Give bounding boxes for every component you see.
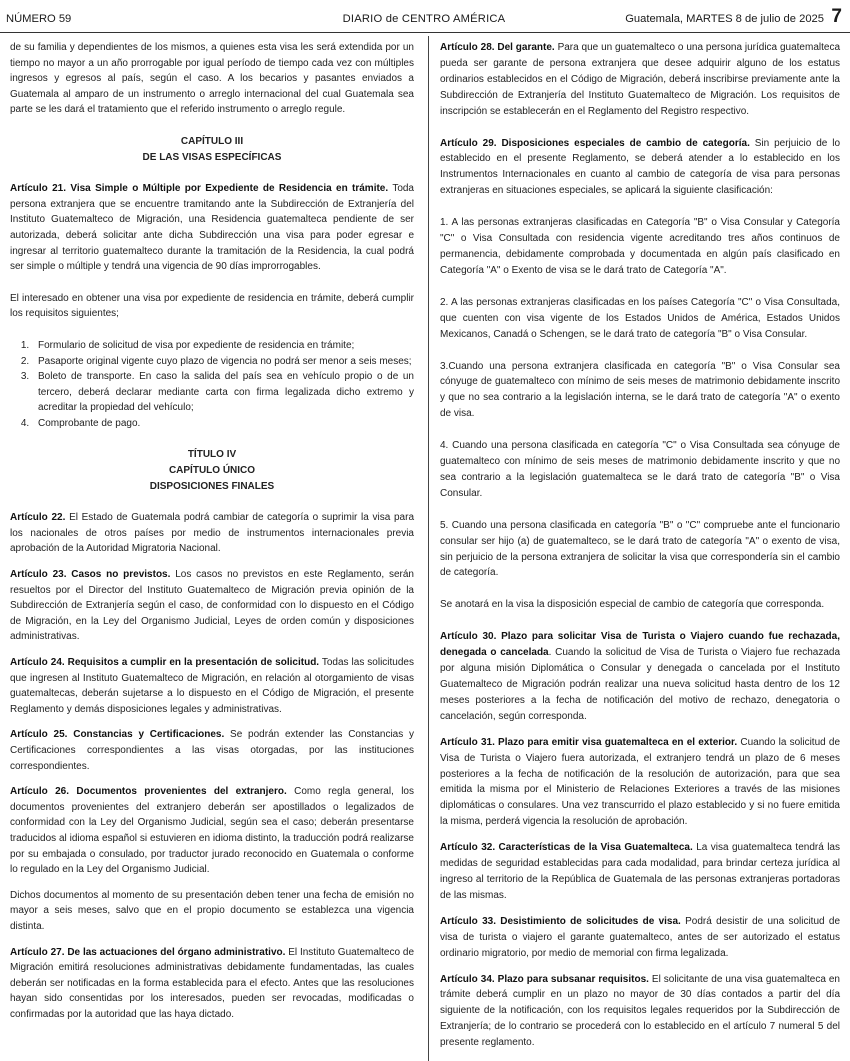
article-29-item-4: 4. Cuando una persona clasificada en categoría "C" o Visa Consultada sea cónyuge de guatemalteco con mínimo de seis meses de matrimonio debidamente inscrito y que no sea contrario a la legislación guatemalteca se le dará trato de categoría "B" o Visa Consular.	[440, 440, 840, 499]
left-column	[10, 40, 414, 1022]
article-21-heading: Artículo 21. Visa Simple o Múltiple por Expediente de Residencia en trámite.	[10, 183, 389, 195]
article-32-heading: Artículo 32. Características de la Visa Guatemalteca.	[440, 842, 693, 854]
page-header	[6, 6, 842, 28]
article-24	[10, 655, 414, 717]
article-26-heading: Artículo 26. Documentos provenientes del extranjero.	[10, 786, 287, 798]
article-21-body: Toda persona extranjera que se encuentre tramitando ante la Subdirección de Extranjería del Instituto Guatemalteco de Migración, una Residencia guatemalteca pendiente de ser autorizada, deberá solicitar ante dicha Subdirección una visa para poder egresar e ingresar al territorio guatemalteco durante la tramitación de la Residencia, la cual podrá ser simple o múltiple y tendrá una vigencia de 90 días improrrogables.	[10, 183, 414, 273]
title-4: TÍTULO IV	[187, 449, 237, 461]
article-34-body: El solicitante de una visa guatemalteca en trámite deberá cumplir en un plazo no mayor de 30 días contados a partir del día siguiente de la notificación, con los requisitos legales requeridos por la Subdirección de Extranjería; de lo contrario se procederá con lo establecido en el artículo 7 numeral 5 del presente reglamento.	[440, 973, 840, 1049]
article-27-heading: Artículo 27. De las actuaciones del órgano administrativo.	[10, 946, 286, 958]
article-29-heading: Artículo 29. Disposiciones especiales de cambio de categoría.	[440, 137, 750, 149]
article-29-closing: Se anotará en la visa la disposición especial de cambio de categoría que corresponda.	[440, 599, 825, 611]
article-30	[440, 629, 840, 724]
final-provisions-title: DISPOSICIONES FINALES	[149, 480, 275, 492]
chapter-3-subtitle: DE LAS VISAS ESPECÍFICAS	[142, 151, 282, 163]
article-22-heading: Artículo 22.	[10, 512, 66, 524]
article-23-body: Los casos no previstos en este Reglamento, serán resueltos por el Director del Instituto Guatemalteco de Migración previa opinión de la Subdirección de Extranjería según el caso, de conformidad con lo dispuesto en el Código de Migración, en la Ley del Organismo Judicial, Leyes de orden común y disposiciones administrativas.	[10, 569, 414, 643]
article-31-body: Cuando la solicitud de Visa de Turista o Viajero fuera autorizada, el extranjero tendrá un plazo de 6 meses posteriores a la fecha de notificación de la resolución de autorización, para que sea emitida la misma por el Ministerio de Relaciones Exteriores a través de las misiones diplomáticas o consulares. Una vez transcurrido el plazo establecido y si no fuere emitida la misma, perderá vigencia la resolución de aprobación.	[440, 736, 841, 828]
article-24-heading: Artículo 24. Requisitos a cumplir en la presentación de solicitud.	[10, 657, 320, 668]
article-25-heading: Artículo 25. Constancias y Certificaciones.	[10, 729, 225, 741]
publication-date: Guatemala, MARTES 8 de julio de 2025	[625, 13, 824, 25]
article-27-body: El Instituto Guatemalteco de Migración emitirá resoluciones administrativas debidamente fundamentadas, las cuales deberán ser notificadas en la forma establecida para el efecto. Antes que las resoluciones hayan sido consentidas por los interesados, pueden ser revocadas, modificadas o confirmadas por la autoridad que las haya dictado.	[10, 946, 414, 1020]
list-item: 3. Boleto de transporte. En caso la salida del país sea en vehículo propio o de un tercero, deberá declarar mediante carta con firma legalizada dicho extremo y acreditar la propiedad del vehículo;	[32, 369, 414, 416]
article-33-heading: Artículo 33. Desistimiento de solicitudes de visa.	[440, 915, 681, 927]
list-item: 2. Pasaporte original vigente cuyo plazo de vigencia no podrá ser menor a seis meses;	[32, 354, 414, 370]
article-28-heading: Artículo 28. Del garante.	[440, 42, 555, 53]
article-30-body: . Cuando la solicitud de Visa de Turista o Viajero fue rechazada por alguna misión Diplomática o Consular y denegada o cancelada por el Instituto Guatemalteco de Migración podrán realizar una nueva solicitud hasta dentro de los 12 meses posteriores a la fecha de notificación del motivo de rechazo, denegatoria o cancelación, según corresponda.	[440, 647, 841, 722]
article-23	[10, 567, 414, 645]
article-34-heading: Artículo 34. Plazo para subsanar requisitos.	[440, 973, 649, 985]
list-item: 4. Comprobante de pago.	[32, 416, 414, 432]
intro-paragraph: de su familia y dependientes de los mismos, a quienes esta visa les será extendida por un tiempo no mayor a un año prorrogable por igual período de tiempo cada vez con múltiples ingresos y egresos al país, según el caso. A los becarios y pasantes enviados a Guatemala al amparo de un instrumento o arreglo internacional del cual Guatemala sea parte se les dará el tratamiento que el referido instrumento o arreglo regule.	[10, 42, 414, 116]
article-33-body: Podrá desistir de una solicitud de visa de turista o viajero el garante guatemalteco, antes de ser autorizado el estatus ordinario migratorio, por medio de memorial con firma legalizada.	[440, 915, 840, 959]
article-24-body: Todas las solicitudes que ingresen al Instituto Guatemalteco de Migración, en relación al otorgamiento de visas guatemaltecas, deberán sujetarse a lo dispuesto en el Código de Migración, el presente Reglamento y demás disposiciones legales y administrativas.	[10, 657, 414, 715]
article-21-requirements-intro: El interesado en obtener una visa por expediente de residencia en trámite, deberá cumplir los requisitos siguientes;	[10, 292, 414, 320]
article-21	[10, 181, 414, 275]
article-29	[440, 136, 840, 200]
article-29-item-2: 2. A las personas extranjeras clasificadas en los países Categoría "C" o Visa Consultada, que cuenten con visa vigente de los Estados Unidos de América, Estados Unidos Mexicanos, Canadá o Schengen, se le dará trato de categoría "B" o Visa Consular.	[440, 296, 840, 340]
article-29-item-3: 3.Cuando una persona extranjera clasificada en categoría "B" o Visa Consular sea cónyuge de guatemalteco con mínimo de seis meses de matrimonio debidamente inscrito y que no sea contrario a la legislación interna, se le dará trato de categoría "A" o exento de visa.	[440, 360, 840, 420]
article-32-body: La visa guatemalteca tendrá las medidas de seguridad establecidas para cada modalidad, para brindar certeza jurídica al ingreso al territorio de la República de Guatemala de las personas extranjeras portadoras de las mismas.	[440, 842, 840, 901]
page-number: 7	[831, 6, 842, 27]
article-28-body: Para que un guatemalteco o una persona jurídica guatemalteca pueda ser garante de persona extranjera que desee adquirir alguno de los estatus ordinarios establecidos en el Código de Migración, deberá inscribirse previamente ante la Subdirección de Extranjería del Instituto Guatemalteco de Migración. Los requisitos de inscripción se establecerán en el Reglamento del Registro respectivo.	[440, 42, 841, 117]
requirements-list	[10, 338, 414, 432]
article-25-body: Se podrán extender las Constancias y Certificaciones correspondientes a las visas otorgadas, por las instituciones correspondientes.	[10, 729, 414, 772]
chapter-3-title: CAPÍTULO III	[180, 135, 244, 147]
article-29-item-1: 1. A las personas extranjeras clasificadas en Categoría "B" o Visa Consular y Categoría "C" o Visa Consultada con residencia vigente acreditando tres años continuos de permanencia, debidamente comprobada y documentada en algún país clasificado en Categoría "A" o Exento de visa se le dará trato de Categoría "A".	[440, 217, 840, 276]
article-29-body: Sin perjuicio de lo establecido en el presente Reglamento, se deberá atender a lo establecido en los Instrumentos Internacionales en cuanto al cambio de categoría de visa para personas extranjeras en situaciones especiales, se aplicará la siguiente clasificación:	[440, 137, 841, 197]
issue-number: NÚMERO 59	[6, 13, 72, 25]
article-33	[440, 914, 840, 962]
newspaper-title: DIARIO de CENTRO AMÉRICA	[342, 13, 506, 25]
article-23-heading: Artículo 23. Casos no previstos.	[10, 569, 171, 581]
article-26-body: Como regla general, los documentos provenientes del extranjero deberán ser apostillados o legalizados de conformidad con la Ley del Organismo Judicial, según sea el caso; deberán presentarse traducidos al idioma español si estuvieren en idioma distinto, la traducción podrá realizarse por su embajada o consulado, por traductor jurado reconocido en Guatemala o conforme lo regulado en la Ley del Organismo Judicial.	[10, 786, 414, 876]
article-30-heading: Artículo 30. Plazo para solicitar Visa de Turista o Viajero cuando fue rechazada, denegada o cancelada	[440, 631, 840, 659]
header-rule	[0, 32, 850, 33]
article-29-item-5: 5. Cuando una persona clasificada en categoría "B" o "C" compruebe ante el funcionario consular ser hijo (a) de guatemalteco, se le dará trato de categoría "A" o exento de visa, sin perjuicio de la persona extranjera de solicitar la visa que correspondería sin el cambio de categoría.	[440, 519, 840, 579]
article-32	[440, 840, 840, 904]
article-34	[440, 972, 840, 1052]
article-22-body: El Estado de Guatemala podrá cambiar de categoría o suprimir la visa para los nacionales de otros países por medio de instrumentos internacionales previa aprobación de la Autoridad Migratoria Nacional.	[10, 512, 414, 555]
article-31-heading: Artículo 31. Plazo para emitir visa guatemalteca en el exterior.	[440, 736, 738, 748]
article-25	[10, 727, 414, 774]
article-27	[10, 945, 414, 1023]
article-26	[10, 784, 414, 878]
chapter-unico: CAPÍTULO ÚNICO	[168, 465, 256, 477]
article-28	[440, 40, 840, 120]
article-26-paragraph-2: Dichos documentos al momento de su presentación deben tener una fecha de emisión no mayor a seis meses, salvo que en el propio documento se establezca una vigencia distinta.	[10, 889, 414, 932]
article-22	[10, 510, 414, 557]
article-31	[440, 735, 840, 830]
list-item: 1. Formulario de solicitud de visa por expediente de residencia en trámite;	[32, 338, 414, 354]
column-divider	[428, 36, 429, 1061]
right-column	[440, 40, 840, 1051]
